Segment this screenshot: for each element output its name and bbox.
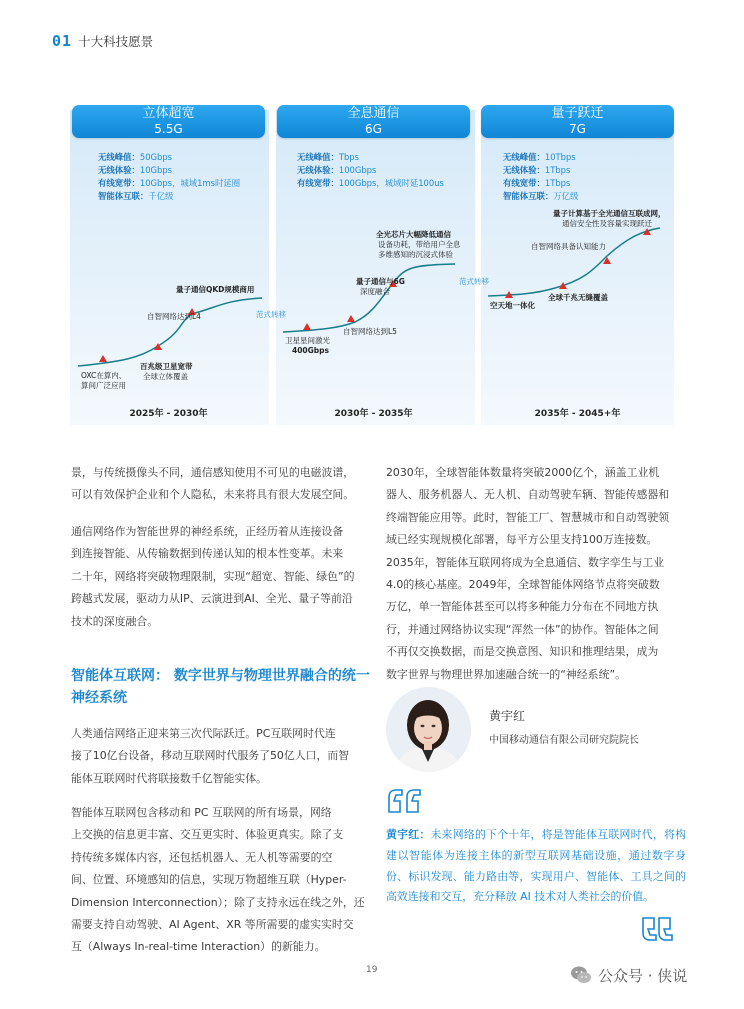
milestone-label: 全球千兆无缝覆盖 <box>548 293 608 302</box>
wechat-icon <box>570 964 592 986</box>
milestone-label: 设备功耗，带给用户全息 <box>378 240 461 249</box>
milestone-label: 卫星星间激光 <box>285 336 330 345</box>
column-title: 量子跃迁 <box>551 106 604 121</box>
paragraph: 景，与传统摄像头不同，通信感知使用不可见的电磁波谱， 可以有效保护企业和个人隐私，未来将具有很大发展空间。 <box>71 466 355 502</box>
watermark <box>570 964 687 986</box>
column-title: 全息通信 <box>347 106 400 121</box>
paragraph: 通信网络作为智能世界的神经系统，正经历着从连接设备 到连接智能、从传输数据到传递认知的根本性变革。未来 二十年，网络将突破物理限制，实现“超宽、智能、绿色”的 跨越式发展，驱动力从IP、云演进到AI、全光、量子等前沿 技术的深度融合。 <box>71 525 355 628</box>
milestone-label: 量子计算基于全光通信互联成网， <box>553 209 666 218</box>
milestone-label: 400Gbps <box>292 346 330 355</box>
column-subtitle: 7G <box>569 122 586 136</box>
milestone-label: 全光芯片大幅降低通信 <box>376 230 451 239</box>
milestone-label: OXC在算内、 <box>81 371 127 380</box>
person-name: 黄宇红 <box>489 709 526 723</box>
quote-text: 未来网络的下个十年，将是智能体互联网时代，将构建以智能体为连接主体的新型互联网基础设施，通过数字身份、标识发现、能力路由等，实现用户、智能体、工具之间的高效连接和交互，充分释放 AI 技术对人类社会的价值。 <box>386 828 686 904</box>
milestone-label: 深度融合 <box>360 287 390 296</box>
milestone-label: 自智网络达到L5 <box>343 327 397 336</box>
milestone-label: 百兆级卫星宽带 <box>140 362 193 371</box>
period-label: 2035年 - 2045+年 <box>534 409 621 419</box>
paragraph: 人类通信网络正迎来第三次代际跃迁。PC互联网时代连 接了10亿台设备，移动互联网时代服务了50亿人口，而智 能体互联网时代将联接数千亿智能实体。 <box>71 727 350 785</box>
milestone-label: 通信安全性及容量实现跃迁 <box>562 219 652 228</box>
paragraph: 2030年，全球智能体数量将突破2000亿个，涵盖工业机 器人、服务机器人、无人机、自动驾驶车辆、智能传感器和 终端智能应用等。此时，智能工厂、智慧城市和自动驾驶领 域已经实现规模化部署，每平方公里支持100万连接数。 2035年，智能体互联网将成为全息通信、数字孪生与工业 4.0的核心基座。2049年，全球智能体网络节点将突破数 万亿，单一智能体甚至可以将多种能力分布在不同地方执 行，并通过网络协议实现“浑然一体”的协作。智能体之间 不再仅交换数据，而是交换意图、知识和推理结果，成为 数字世界与物理世界加速融合统一的“神经系统”。 <box>386 466 670 681</box>
milestone-label: 空天地一体化 <box>490 301 535 310</box>
milestone-label: 量子通信QKD规模商用 <box>176 285 255 294</box>
page-number: 19 <box>366 965 378 975</box>
paradigm-shift-label: 范式转移 <box>256 310 286 319</box>
close-quote-icon <box>637 915 677 943</box>
open-quote-icon <box>386 787 426 815</box>
stats-7g: 无线峰值：10Tbps 无线体验：1Tbps 有线宽带：1Tbps 智能体互联：万亿级 <box>503 152 579 201</box>
column-header-7g <box>481 105 674 138</box>
section-title: 智能体互联网： 数字世界与物理世界融合的统一神经系统 <box>71 668 370 706</box>
column-title: 立体超宽 <box>142 106 195 121</box>
quote <box>386 825 686 908</box>
milestone-label: 全球立体覆盖 <box>143 372 188 381</box>
column-header-5-5g <box>72 105 265 138</box>
stats-6g: 无线峰值：Tbps 无线体验：100Gbps 有线宽带：100Gbps，城域时延100us <box>297 152 444 188</box>
milestone-label: 自智网络达到L4 <box>147 312 201 321</box>
stats-5-5g: 无线峰值：50Gbps 无线体验：10Gbps 有线宽带：10Gbps，城域1ms时延圈 智能体互联：千亿级 <box>98 152 241 201</box>
avatar <box>386 687 471 772</box>
paradigm-shift-label: 范式转移 <box>459 277 489 286</box>
milestone-label: 量子通信与6G <box>356 277 405 286</box>
milestone-label: 自智网络具备认知能力 <box>531 242 606 251</box>
column-header-6g <box>277 105 470 138</box>
milestone-label: 多维感知的沉浸式体验 <box>378 250 453 259</box>
period-label: 2025年 - 2030年 <box>129 409 208 419</box>
column-subtitle: 5.5G <box>154 122 183 136</box>
milestone-label: 算间广泛应用 <box>81 381 126 390</box>
paragraph: 智能体互联网包含移动和 PC 互联网的所有场景，网络 上交换的信息更丰富、交互更实时、体验更真实。除了支 持传统多媒体内容，还包括机器人、无人机等需要的空 间、位置、环境感知的信息，实现万物超维互联（Hyper- Dimension Interconnection）；除了支持永远在线之外，还 需要支持自动驾驶、AI Agent、XR 等所需要的虚实实时交 互（Always In-real-time Interaction）的新能力。 <box>71 806 365 954</box>
column-subtitle: 6G <box>365 122 382 136</box>
chapter-number: 01 <box>52 32 73 50</box>
period-label: 2030年 - 2035年 <box>334 409 413 419</box>
chapter-title: 十大科技愿景 <box>78 34 154 49</box>
person-title: 中国移动通信有限公司研究院院长 <box>489 735 639 746</box>
watermark-text: 公众号 · 侠说 <box>598 966 688 985</box>
quote-speaker: 黄宇红： <box>386 828 431 841</box>
